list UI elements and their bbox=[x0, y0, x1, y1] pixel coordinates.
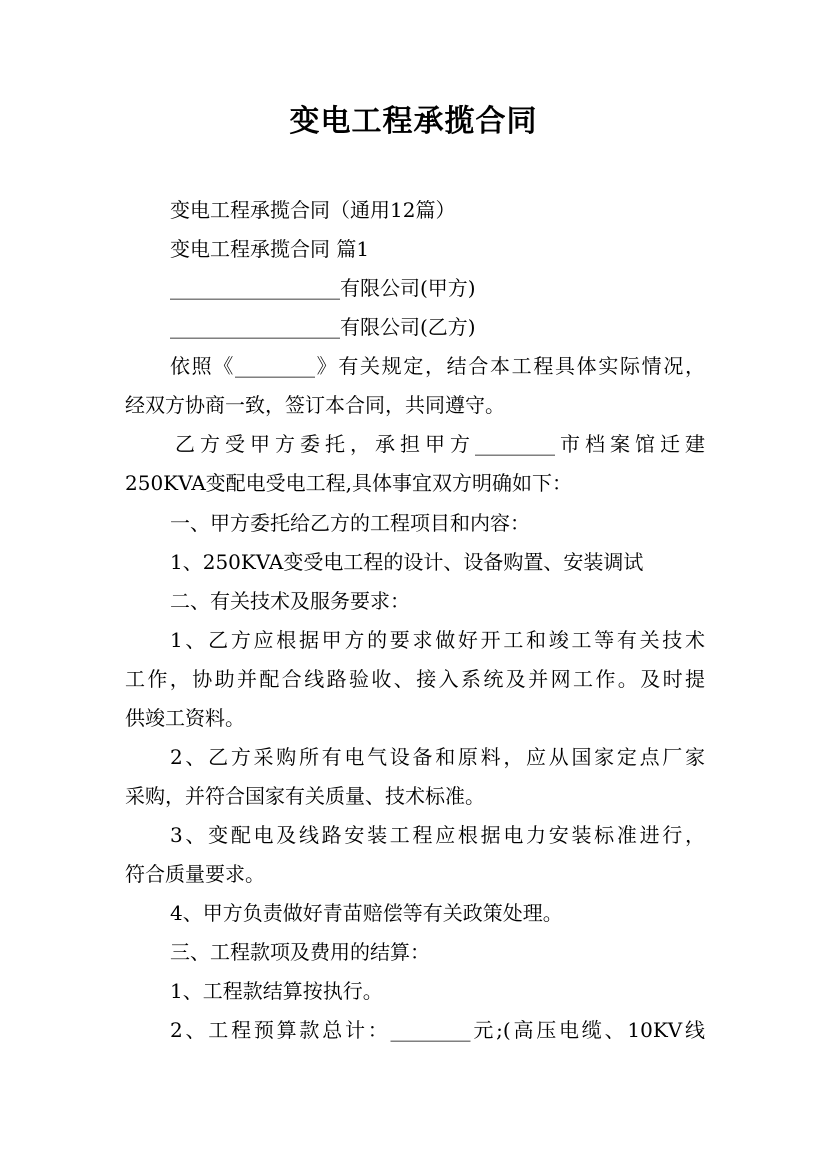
doc-line-17: 3、变配电及线路安装工程应根据电力安装标准进行， bbox=[170, 823, 705, 847]
document-title: 变电工程承揽合同 bbox=[289, 104, 538, 139]
doc-line-13: 工作，协助并配合线路验收、接入系统及并网工作。及时提 bbox=[125, 667, 705, 691]
doc-line-18: 符合质量要求。 bbox=[125, 862, 265, 886]
doc-line-5: 依照《________》有关规定，结合本工程具体实际情况， bbox=[170, 354, 705, 378]
doc-line-1: 变电工程承揽合同（通用12篇） bbox=[170, 198, 456, 222]
doc-line-14: 供竣工资料。 bbox=[125, 706, 245, 730]
doc-line-3: _________________有限公司(甲方) bbox=[170, 276, 476, 300]
doc-line-6: 经双方协商一致，签订本合同，共同遵守。 bbox=[125, 393, 505, 417]
doc-line-12: 1、乙方应根据甲方的要求做好开工和竣工等有关技术 bbox=[170, 628, 705, 652]
doc-line-4: _________________有限公司(乙方) bbox=[170, 315, 476, 339]
doc-line-16: 采购，并符合国家有关质量、技术标准。 bbox=[125, 784, 485, 808]
doc-line-15: 2、乙方采购所有电气设备和原料，应从国家定点厂家 bbox=[170, 745, 705, 769]
doc-line-9: 一、甲方委托给乙方的工程项目和内容： bbox=[170, 511, 530, 535]
doc-line-22: 2、工程预算款总计：________元;(高压电缆、10KV线 bbox=[170, 1018, 705, 1042]
doc-line-2: 变电工程承揽合同 篇1 bbox=[170, 237, 370, 261]
doc-line-20: 三、工程款项及费用的结算： bbox=[170, 940, 430, 964]
doc-line-11: 二、有关技术及服务要求： bbox=[170, 589, 410, 613]
doc-line-21: 1、工程款结算按执行。 bbox=[170, 979, 383, 1003]
doc-line-8: 250KVA变配电受电工程,具体事宜双方明确如下： bbox=[125, 471, 573, 495]
doc-line-10: 1、250KVA变受电工程的设计、设备购置、安装调试 bbox=[170, 550, 644, 574]
doc-line-7: 乙方受甲方委托，承担甲方________市档案馆迁建 bbox=[175, 432, 705, 456]
doc-line-19: 4、甲方负责做好青苗赔偿等有关政策处理。 bbox=[170, 901, 563, 925]
